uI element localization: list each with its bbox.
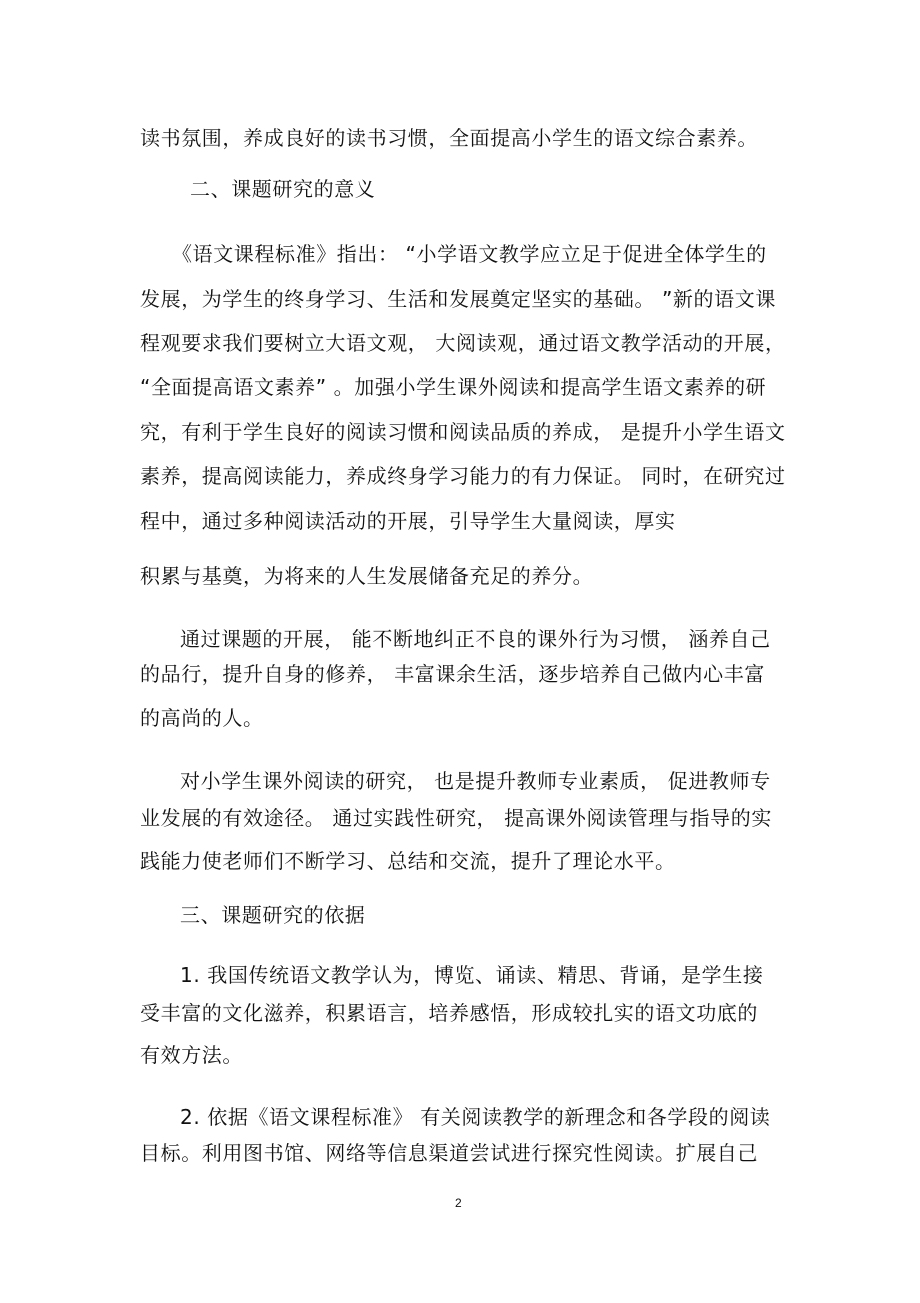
text-line: 通过课题的开展， 能不断地纠正不良的课外行为习惯， 涵养自己 [180,627,771,651]
text-line: 有效方法。 [140,1043,243,1067]
text-line: 的高尚的人。 [140,706,264,730]
text-line: 受丰富的文化滋养，积累语言，培养感悟，形成较扎实的语文功底的 [140,1001,758,1025]
text-line: 《语文课程标准》指出： “小学语文教学应立足于促进全体学生的 [172,242,767,266]
text-line: 践能力使老师们不断学习、总结和交流，提升了理论水平。 [140,849,676,873]
text-line: 究，有利于学生良好的阅读习惯和阅读品质的养成， 是提升小学生语文 [140,420,786,444]
section-heading: 二、课题研究的意义 [190,177,376,201]
text-line: 2. 依据《语文课程标准》 有关阅读教学的新理念和各学段的阅读 [180,1105,771,1129]
page-number: 2 [455,1196,462,1210]
text-line: 程中，通过多种阅读活动的开展，引导学生大量阅读，厚实 [140,509,676,533]
section-heading: 三、课题研究的依据 [180,903,366,927]
text-line: 业发展的有效途径。 通过实践性研究， 提高课外阅读管理与指导的实 [140,806,772,830]
text-line: 1. 我国传统语文教学认为，博览、诵读、精思、背诵，是学生接 [180,963,764,987]
text-line: 积累与基奠，为将来的人生发展储备充足的养分。 [140,564,594,588]
text-line: 的品行，提升自身的修养， 丰富课余生活，逐步培养自己做内心丰富 [140,662,765,686]
text-line: 素养，提高阅读能力，养成终身学习能力的有力保证。 同时，在研究过 [140,464,786,488]
text-line: 对小学生课外阅读的研究， 也是提升教师专业素质， 促进教师专 [180,769,771,793]
text-line: 读书氛围，养成良好的读书习惯，全面提高小学生的语文综合素养。 [140,126,758,150]
text-line: 发展，为学生的终身学习、生活和发展奠定坚实的基础。 ”新的语文课 [140,287,776,311]
text-line: 程观要求我们要树立大语文观， 大阅读观，通过语文教学活动的开展， [140,331,786,355]
text-line: “全面提高语文素养” 。加强小学生课外阅读和提高学生语文素养的研 [140,375,767,399]
text-line: 目标。利用图书馆、网络等信息渠道尝试进行探究性阅读。扩展自己 [140,1141,758,1165]
